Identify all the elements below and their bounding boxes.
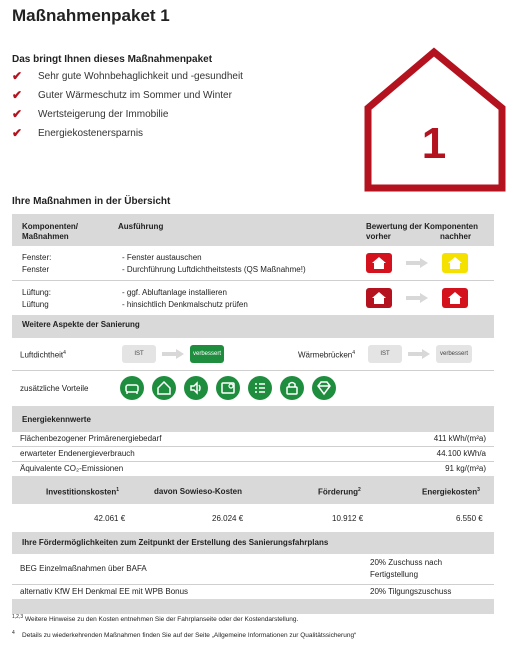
rating-after-icon [442, 253, 468, 273]
improved-pill: verbessert [190, 345, 224, 363]
footnote-costs: $^{1,2,3}$ Weitere Hinweise zu den Kosten entnehmen Sie der Fahrplanseite oder der Kostendarstellung. [12, 614, 299, 624]
table-row: Flächenbezogener Primärenergiebedarf 411 kWh/(m²a) [12, 432, 494, 446]
funding-heading: Ihre Fördermöglichkeiten zum Zeitpunkt der Erstellung des Sanierungsfahrplans [22, 538, 329, 547]
arrow-right-icon [406, 258, 428, 268]
energy-heading: Energiekennwerte [22, 415, 91, 424]
further-heading: Weitere Aspekte der Sanierung [22, 320, 140, 329]
rating-after-icon [442, 288, 468, 308]
check-icon: ✔ [12, 88, 23, 102]
benefits-heading: Das bringt Ihnen dieses Maßnahmenpaket [12, 54, 213, 65]
table-row: alternativ KfW EH Denkmal EE mit WPB Bonus 20% Tilgungszuschuss [12, 585, 494, 599]
table-row: BEG Einzelmaßnahmen über BAFA 20% Zuschuss nach Fertigstellung [12, 554, 494, 584]
table-row: Fenster: Fenster - Fenster austauschen - Durchführung Luftdichtheitstests (QS Maßnahme!) [12, 246, 494, 280]
costs-header: Investitionskosten$^1$ davon Sowieso-Kosten Förderung$^2$ Energiekosten$^3$ [46, 487, 480, 497]
ist-pill: IST [122, 345, 156, 363]
further-row: Luftdichtheit$^4$ IST verbessert Wärmebrücken$^4$ IST verbessert [12, 338, 494, 370]
arrow-right-icon [406, 293, 428, 303]
footnote-details: $^4$ Details zu wiederkehrenden Maßnahmen finden Sie auf der Seite „Allgemeine Informationen zur Qualitätssicherung“ [12, 630, 357, 640]
house-health-icon [152, 376, 176, 400]
house-outline-icon [362, 46, 512, 196]
arrow-right-icon [162, 349, 184, 359]
check-icon: ✔ [12, 126, 23, 140]
value-icon [216, 376, 240, 400]
improved-pill: verbessert [436, 345, 472, 363]
arrow-right-icon [408, 349, 430, 359]
rating-before-icon [366, 253, 392, 273]
package-number: 1 [421, 119, 447, 168]
table-row: Lüftung: Lüftung - ggf. Abluftanlage installieren - hinsichtlich Denkmalschutz prüfen [12, 281, 494, 315]
comfort-icon [120, 376, 144, 400]
diamond-icon [312, 376, 336, 400]
costs-row: 42.061 € 26.024 € 10.912 € 6.550 € [12, 504, 494, 532]
table-row: erwarteter Endenergieverbrauch 44.100 kWh/a [12, 447, 494, 461]
security-icon [280, 376, 304, 400]
page-title: Maßnahmenpaket 1 [12, 6, 170, 25]
table-row: Äquivalente CO₂-Emissionen 91 kg/(m²a) [12, 462, 494, 476]
table-header: Komponenten/ Maßnahmen Ausführung Bewertung der Komponenten vorher nachher [22, 222, 479, 241]
ist-pill: IST [368, 345, 402, 363]
overview-heading: Ihre Maßnahmen in der Übersicht [12, 196, 171, 207]
check-icon: ✔ [12, 69, 23, 83]
overview-table [12, 214, 494, 614]
extras-row: zusätzliche Vorteile [12, 371, 494, 406]
noise-protection-icon [184, 376, 208, 400]
checklist-icon [248, 376, 272, 400]
rating-before-icon [366, 288, 392, 308]
check-icon: ✔ [12, 107, 23, 121]
